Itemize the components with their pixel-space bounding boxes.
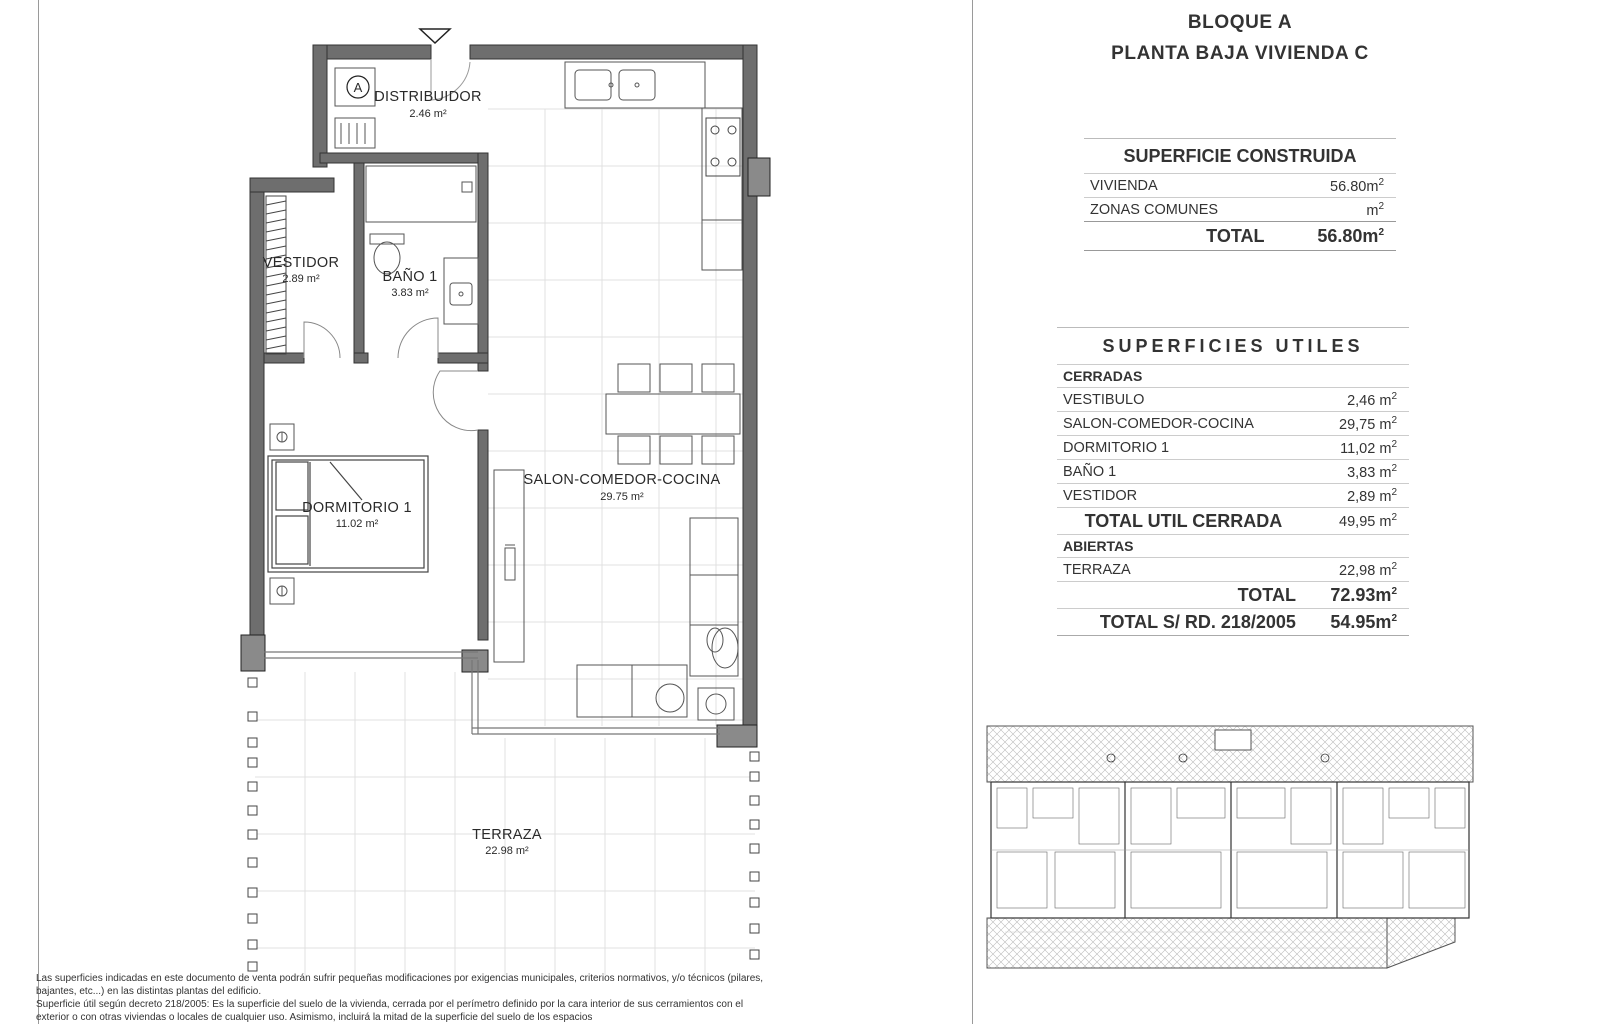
room-label-distribuidor: DISTRIBUIDOR [374,89,482,105]
total-value: $56.80m^2$ [1278,222,1396,251]
room-label-dormitorio: DORMITORIO 1 [302,500,412,516]
row-value: $56.80m^2$ [1278,174,1396,198]
entrance-marker-icon [420,29,450,43]
column-pillars [241,158,770,747]
useful-area-row [1057,460,1409,484]
row-label: DORMITORIO 1 [1057,436,1310,460]
row-label: VIVIENDA [1084,174,1278,198]
sofa [577,518,738,717]
total-label: TOTAL [1057,582,1310,609]
useful-area-row [1057,436,1409,460]
useful-area-row [1057,412,1409,436]
kitchen-sink [565,62,705,108]
block-title: BLOQUE A [1187,12,1293,33]
cerradas-heading: CERRADAS [1057,365,1409,388]
legal-footnote [36,972,776,1024]
room-area-vestidor: 2.89 m² [282,273,320,285]
row-value: 2,89 $m^2$ [1310,484,1409,508]
room-label-vestidor: VESTIDOR [262,255,340,271]
toilet-fixture [370,234,404,274]
built-area-total-row [1084,222,1396,251]
room-area-salon: 29.75 m² [600,491,644,503]
useful-area-row [1057,484,1409,508]
bathroom-door-swing [398,318,438,358]
kitchen-tile-grid [488,109,750,726]
row-value: $m^2$ [1278,198,1396,222]
footnote-line-2: Superficie útil según decreto 218/2005: Es la superficie del suelo de la vivienda, cerrada por el perímetro definido por la cara interior de sus cerramientos con el exterior o con otras viviendas o locales de cualquier uso. Asimismo, incluirá la mitad de la superficie del suelo de los espacios [36,999,744,1023]
window-glazing [264,652,720,734]
row-label: BAÑO 1 [1057,460,1310,484]
bedroom-door-swing [433,371,478,431]
row-value: 22,98 $m^2$ [1310,558,1409,582]
sheet-divider-line [972,0,973,1024]
row-value: 3,83 $m^2$ [1310,460,1409,484]
built-area-heading: SUPERFICIE CONSTRUIDA [1123,145,1357,166]
total-util-cerrada-value: 49,95 $m^2$ [1310,508,1409,535]
shower-tray [366,166,476,222]
row-value: 29,75 $m^2$ [1310,412,1409,436]
useful-area-heading: SUPERFICIES UTILES [1102,335,1364,356]
building-key-plan [985,722,1485,982]
total-rd-row [1057,609,1409,636]
total-util-cerrada-label: TOTAL UTIL CERRADA [1057,508,1310,535]
room-area-distribuidor: 2.46 m² [409,108,447,120]
dressing-door-swing [304,322,340,358]
useful-area-table [1057,327,1409,636]
useful-area-row [1057,558,1409,582]
total-value: $72.93m^2$ [1310,582,1409,609]
nightstand-lamps [270,424,294,604]
room-area-dormitorio: 11.02 m² [335,518,379,530]
row-label: SALON-COMEDOR-COCINA [1057,412,1310,436]
total-util-cerrada-row [1057,508,1409,535]
row-label: VESTIDOR [1057,484,1310,508]
room-label-salon: SALON-COMEDOR-COCINA [523,472,721,488]
useful-area-row [1057,388,1409,412]
built-area-table [1084,138,1396,251]
row-value: 2,46 $m^2$ [1310,388,1409,412]
row-label: VESTIBULO [1057,388,1310,412]
room-label-terraza: TERRAZA [472,827,542,843]
room-area-bano: 3.83 m² [391,287,429,299]
tv-cabinet [494,470,524,662]
washbasin-fixture [444,258,478,324]
row-label: ZONAS COMUNES [1084,198,1278,222]
dining-table [606,364,740,464]
dwelling-title: PLANTA BAJA VIVIENDA C [1111,43,1369,64]
total-rd-value: $54.95m^2$ [1310,609,1409,636]
meter-symbol-letter: A [353,80,363,95]
room-area-terraza: 22.98 m² [485,845,529,857]
walls [250,45,757,745]
built-area-row [1084,174,1396,198]
room-label-bano: BAÑO 1 [382,269,438,285]
row-label: TERRAZA [1057,558,1310,582]
row-value: 11,02 $m^2$ [1310,436,1409,460]
cooktop-icon [706,118,740,176]
total-row [1057,582,1409,609]
kitchen-counter [702,108,742,270]
built-area-row [1084,198,1396,222]
terrace-posts [248,678,759,971]
footnote-line-1: Las superficies indicadas en este documento de venta podrán sufrir pequeñas modificaciones por exigencias municipales, criterios normativos, y/o técnicos (pilares, bajantes, etc...) en las distintas plantas del edificio. [36,973,764,997]
abiertas-heading: ABIERTAS [1057,535,1409,558]
total-rd-label: TOTAL S/ RD. 218/2005 [1057,609,1310,636]
total-label: TOTAL [1084,222,1278,251]
